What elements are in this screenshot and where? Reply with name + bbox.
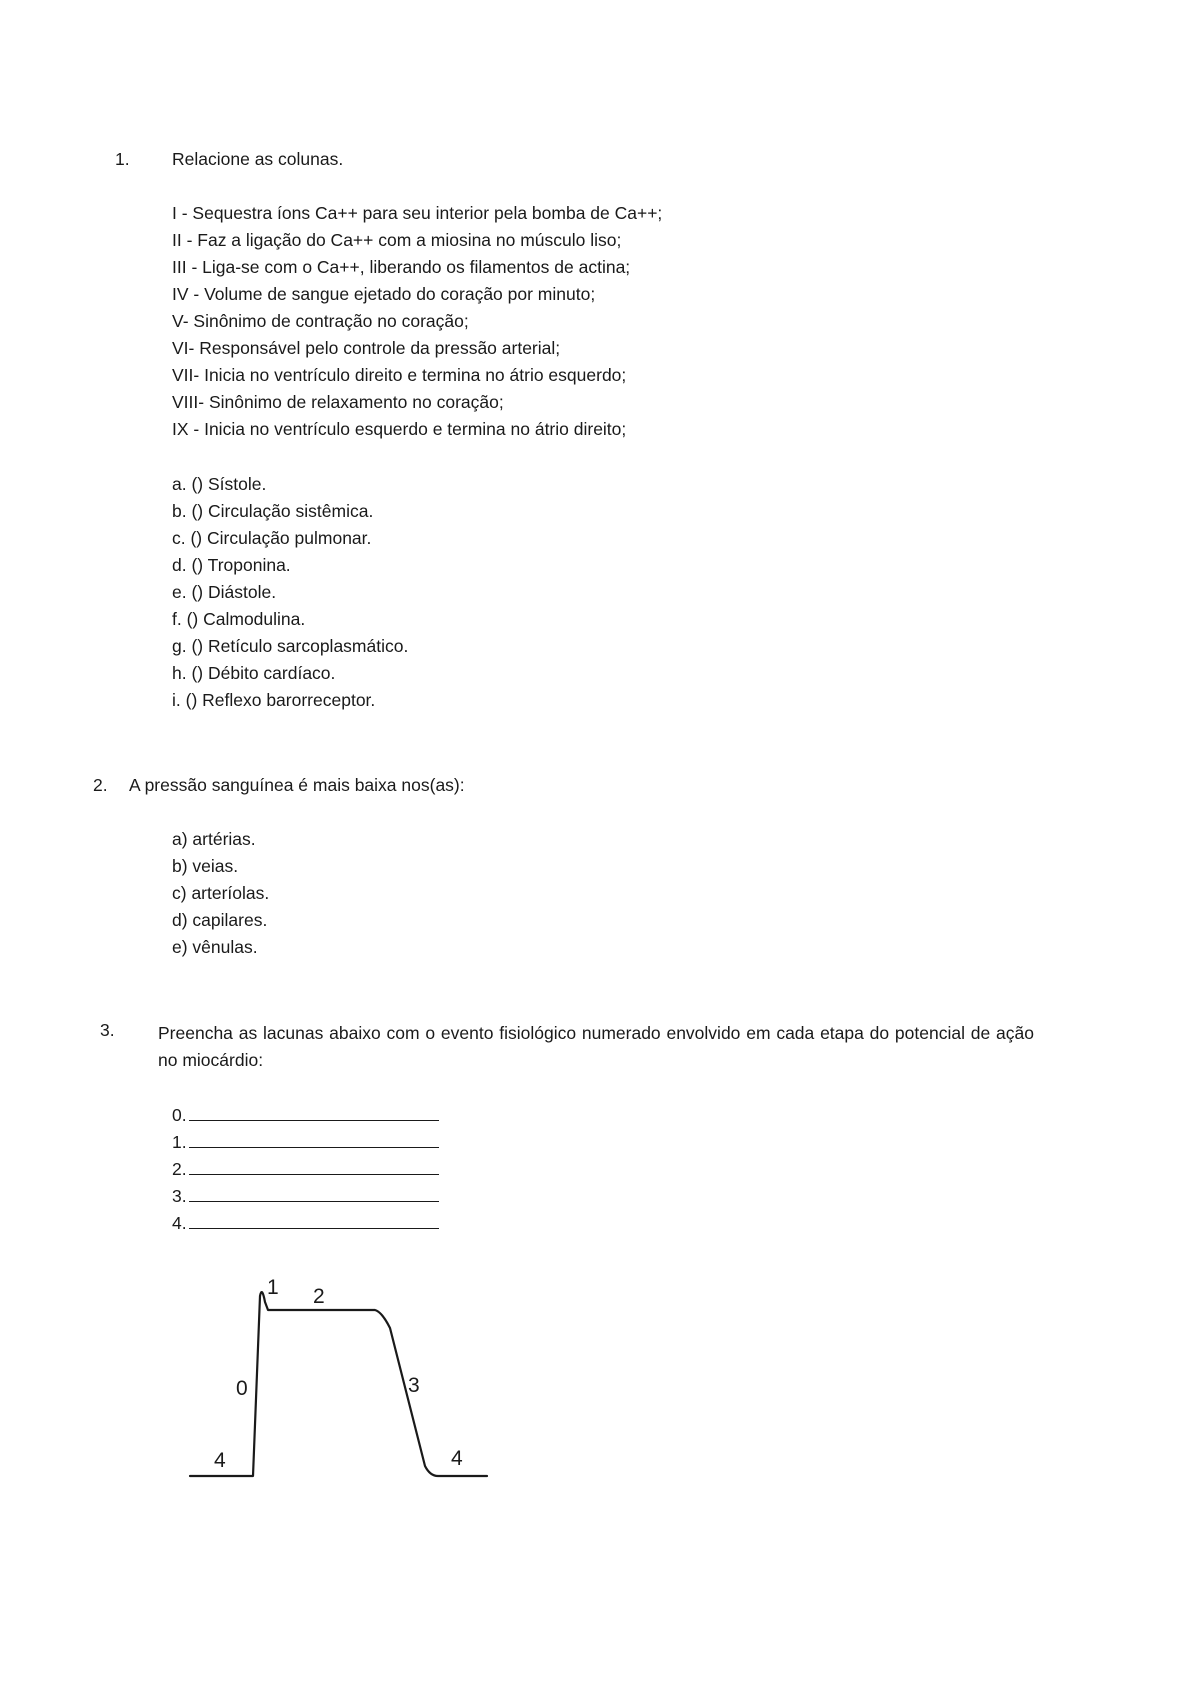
statement-item: III - Liga-se com o Ca++, liberando os filamentos de actina; <box>172 257 631 277</box>
phase-4-left-label: 4 <box>214 1449 226 1472</box>
phase-3-label: 3 <box>408 1374 420 1397</box>
statement-item: VII- Inicia no ventrículo direito e termina no átrio esquerdo; <box>172 365 627 385</box>
blank-label: 0. <box>172 1105 187 1125</box>
option-item: e) vênulas. <box>172 937 258 957</box>
option-item: e. () Diástole. <box>172 582 277 602</box>
statement-item: I - Sequestra íons Ca++ para seu interior pela bomba de Ca++; <box>172 203 663 223</box>
option-item: b. () Circulação sistêmica. <box>172 501 374 521</box>
statement-item: II - Faz a ligação do Ca++ com a miosina no músculo liso; <box>172 230 622 250</box>
question-3-number: 3. <box>100 1020 115 1040</box>
phase-4-right-label: 4 <box>451 1447 463 1470</box>
action-potential-curve <box>190 1292 487 1476</box>
option-item: a) artérias. <box>172 829 256 849</box>
blank-label: 2. <box>172 1159 187 1179</box>
blank-label: 4. <box>172 1213 187 1233</box>
question-1-prompt: Relacione as colunas. <box>172 149 344 169</box>
question-2-number: 2. <box>93 775 108 795</box>
statement-item: IX - Inicia no ventrículo esquerdo e termina no átrio direito; <box>172 419 627 439</box>
option-item: h. () Débito cardíaco. <box>172 663 336 683</box>
phase-2-label: 2 <box>313 1285 325 1308</box>
blank-label: 3. <box>172 1186 187 1206</box>
option-item: b) veias. <box>172 856 239 876</box>
question-1-number: 1. <box>115 149 130 169</box>
option-item: f. () Calmodulina. <box>172 609 306 629</box>
option-item: c. () Circulação pulmonar. <box>172 528 372 548</box>
statement-item: IV - Volume de sangue ejetado do coração por minuto; <box>172 284 596 304</box>
statement-item: VI- Responsável pelo controle da pressão arterial; <box>172 338 561 358</box>
phase-1-label: 1 <box>267 1276 279 1299</box>
option-item: d. () Troponina. <box>172 555 291 575</box>
question-3-prompt: Preencha as lacunas abaixo com o evento fisiológico numerado envolvido em cada etapa do potencial de ação no miocárdio: <box>158 1023 1034 1070</box>
option-item: c) arteríolas. <box>172 883 270 903</box>
option-item: g. () Retículo sarcoplasmático. <box>172 636 409 656</box>
statement-item: VIII- Sinônimo de relaxamento no coração; <box>172 392 504 412</box>
statement-item: V- Sinônimo de contração no coração; <box>172 311 469 331</box>
option-item: d) capilares. <box>172 910 268 930</box>
question-2-prompt: A pressão sanguínea é mais baixa nos(as): <box>129 775 465 795</box>
blank-label: 1. <box>172 1132 187 1152</box>
phase-0-label: 0 <box>236 1377 248 1400</box>
option-item: i. () Reflexo barorreceptor. <box>172 690 376 710</box>
option-item: a. () Sístole. <box>172 474 267 494</box>
